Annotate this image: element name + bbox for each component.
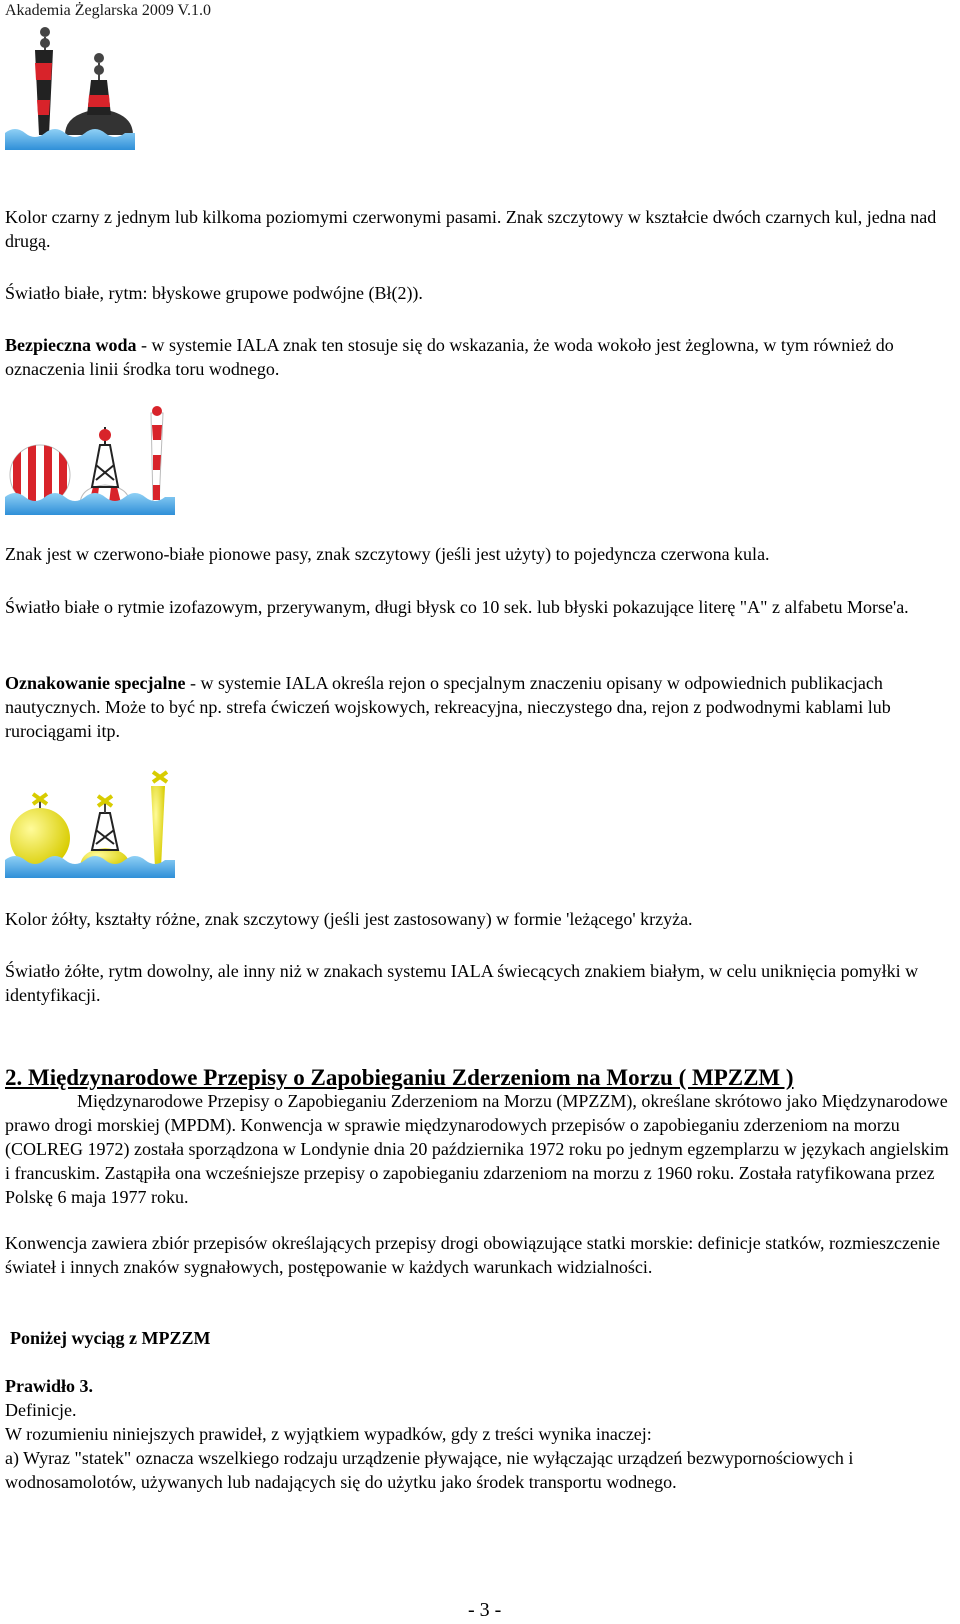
paragraph-isolated-danger-color: Kolor czarny z jednym lub kilkoma poziomymi czerwonymi pasami. Znak szczytowy w kształcie dwóch czarnych kul, jedna nad drugą.	[5, 207, 937, 251]
paragraph-special-mark	[5, 671, 955, 743]
paragraph-special-mark-color: Kolor żółty, kształty różne, znak szczytowy (jeśli jest zastosowany) w formie 'leżącego' krzyża.	[5, 909, 693, 929]
document-header: Akademia Żeglarska 2009 V.1.0	[5, 2, 212, 19]
special-mark-buoys-illustration	[5, 768, 175, 878]
special-mark-term: Oznakowanie specjalne	[5, 673, 186, 693]
paragraph-special-mark-light: Światło żółte, rytm dowolny, ale inny niż w znakach systemu IALA świecących znakiem białym, w celu uniknięcia pomyłki w identyfikacji.	[5, 961, 919, 1005]
rule-3-intro: W rozumieniu niniejszych prawideł, z wyjątkiem wypadków, gdy z treści wynika inaczej:	[5, 1424, 652, 1444]
paragraph-isolated-danger-light: Światło białe, rytm: błyskowe grupowe podwójne (Bł(2)).	[5, 283, 423, 303]
safe-water-buoys-illustration	[5, 405, 175, 515]
paragraph-mpzzm-intro: Międzynarodowe Przepisy o Zapobieganiu Zderzeniom na Morzu (MPZZM), określane skrótowo jako Międzynarodowe prawo drogi morskiej (MPDM). Konwencja w sprawie międzynarodowych przepisów o zapobieganiu zderzeniom na morzu (COLREG 1972) została sporządzona w Londynie dnia 20 października 1972 roku po jednym egzemplarzu w językach angielskim i francuskim. Zastąpiła ona wcześniejsze przepisy o zapobieganiu zdarzeniom na morzu z 1960 roku. Została ratyfikowana przez Polskę 6 maja 1977 roku.	[5, 1091, 949, 1207]
spar-buoy-yellow	[151, 772, 167, 868]
pillar-buoy-red-white	[80, 427, 130, 505]
paragraph-safe-water-color: Znak jest w czerwono-białe pionowe pasy, znak szczytowy (jeśli jest użyty) to pojedyncza czerwona kula.	[5, 544, 770, 564]
pillar-buoy-yellow	[80, 796, 130, 868]
paragraph-convention: Konwencja zawiera zbiór przepisów określających przepisy drogi obowiązujące statki morskie: definicje statków, rozmieszczenie świateł i innych znaków sygnałowych, postępowanie w każdych warunkach widzialności.	[5, 1233, 940, 1277]
rule-3-title: Prawidło 3.	[5, 1376, 93, 1396]
safe-water-term: Bezpieczna woda	[5, 335, 137, 355]
pillar-buoy-black-red	[65, 53, 133, 135]
paragraph-safe-water-light: Światło białe o rytmie izofazowym, przerywanym, długi błysk co 10 sek. lub błyski pokazujące literę "A" z alfabetu Morse'a.	[5, 597, 909, 617]
page-number: - 3 -	[468, 1599, 502, 1621]
paragraph-excerpt-title: Poniżej wyciąg z MPZZM	[10, 1328, 211, 1348]
special-mark-description: - w systemie IALA określa rejon o specjalnym znaczeniu opisany w odpowiednich publikacjach nautycznych. Może to być np. strefa ćwiczeń wojskowych, rekreacyjna, nieczystego dna, rejon z podwodnymi kablami lub rurociągami itp.	[5, 673, 891, 741]
isolated-danger-buoys-illustration	[5, 25, 135, 150]
rule-3-definition-a: a) Wyraz "statek" oznacza wszelkiego rodzaju urządzenie pływające, nie wyłączając urządzeń bezwypornościowych i wodnosamolotów, używanych lub nadających się do użytku jako środek transportu wodnego.	[5, 1448, 854, 1492]
paragraph-safe-water	[5, 333, 955, 381]
section-heading: 2. Międzynarodowe Przepisy o Zapobieganiu Zderzeniom na Morzu ( MPZZM )	[5, 1065, 794, 1090]
spar-buoy-red-white	[151, 406, 163, 505]
spar-buoy-black-red	[35, 27, 53, 135]
rule-3-subtitle: Definicje.	[5, 1400, 77, 1420]
safe-water-description: - w systemie IALA znak ten stosuje się do wskazania, że woda wokoło jest żeglowna, w tym również do oznaczenia linii środka toru wodnego.	[5, 335, 894, 379]
rule-3-block	[5, 1374, 955, 1494]
